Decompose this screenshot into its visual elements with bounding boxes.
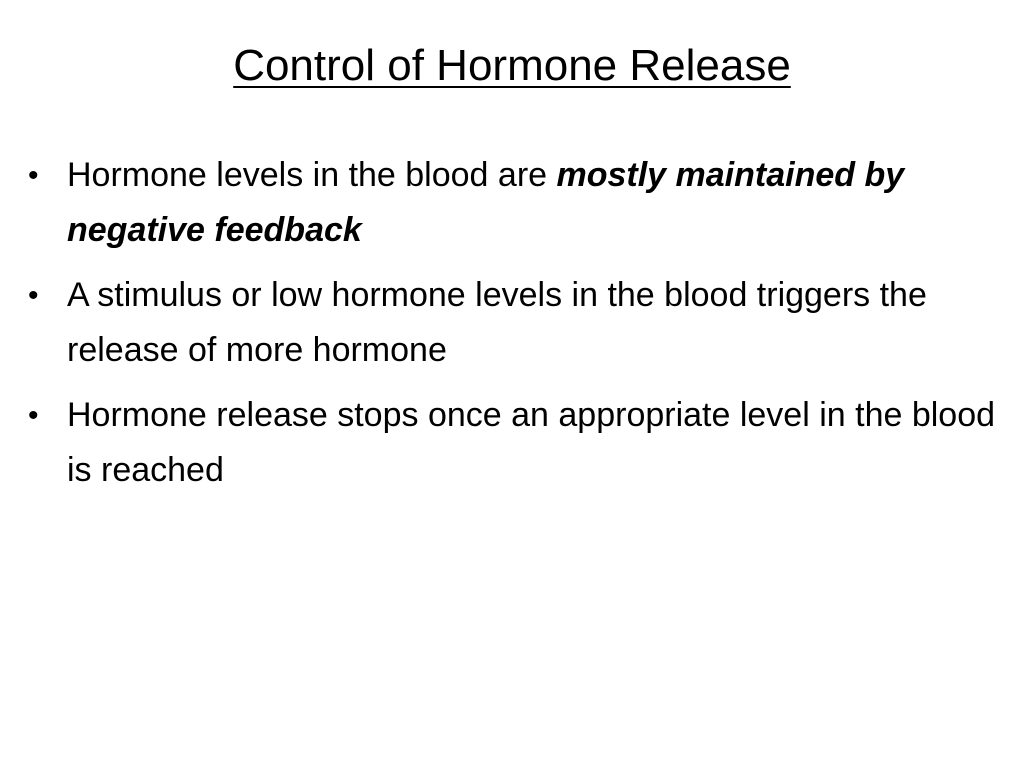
bullet-emphasis-text: mostly maintained by negative feedback: [67, 156, 905, 249]
bullet-icon: •: [28, 279, 39, 312]
bullet-item: [28, 388, 996, 498]
slide-title-text: Control of Hormone Release: [233, 41, 791, 90]
bullet-text: Hormone levels in the blood are: [67, 156, 557, 194]
bullet-text: A stimulus or low hormone levels in the blood triggers the release of more hormone: [67, 276, 927, 369]
bullet-icon: •: [28, 399, 39, 432]
bullet-item: [28, 268, 996, 378]
bullet-text: Hormone release stops once an appropriate level in the blood is reached: [67, 396, 996, 489]
bullet-item: [28, 148, 996, 258]
bullet-list: [28, 148, 996, 508]
slide-title: [0, 36, 1024, 96]
bullet-icon: •: [28, 159, 39, 192]
